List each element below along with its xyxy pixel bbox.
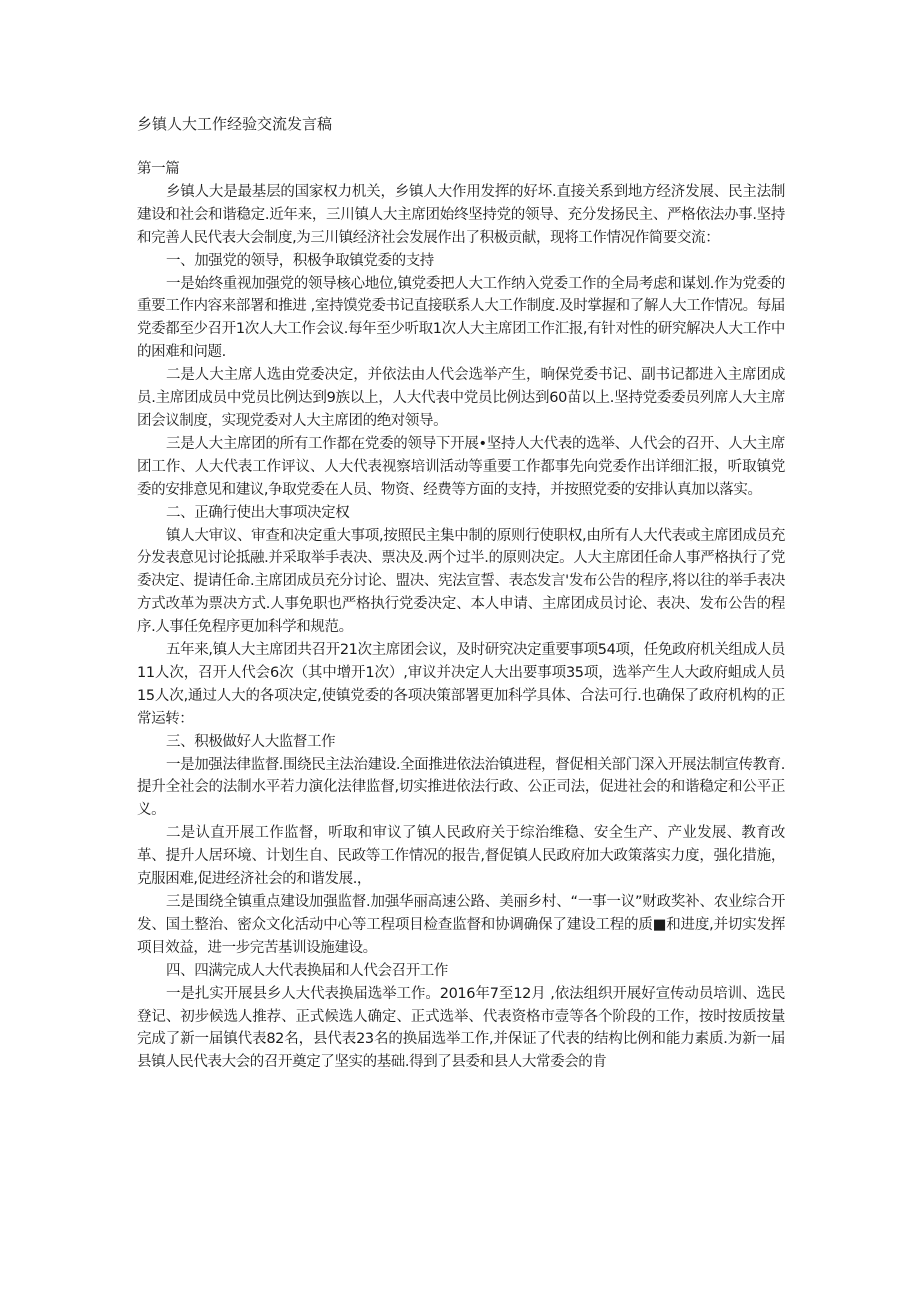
document-title: 乡镇人大工作经验交流发言稿 bbox=[137, 115, 333, 133]
body-paragraph: 镇人大审议、审查和决定重大事项,按照民主集中制的原则行使职权,由所有人大代表或主席团成员充分发表意见讨论抵融.并采取举手表决、票决及.两个过半.的原则决定。人大主席团任命人事严格执行了党委决定、提请任命.主席团成员充分讨论、盟决、宪法宣誓、表态发言'发布公告的程序,将以往的举手表决方式改革为票决方式.人事免职也严格执行党委决定、本人申请、主席团成员讨论、表决、发布公告的程序.人事任免程序更加科学和规范。 bbox=[137, 527, 785, 636]
body-paragraph: 二是认直开展工作监督，听取和审议了镇人民政府关于综治维稳、安全生产、产业发展、教育改革、提升人居环境、计划生自、民政等工作情况的报告,督促镇人民政府加大政策落实力度，强化措施，克服困难,促进经济社会的和谐发展.， bbox=[137, 825, 785, 888]
section-label: 第一篇 bbox=[137, 161, 180, 177]
body-paragraph: 五年来,镇人大主席团共召开21次主席团会议，及时研究决定重要事项54项，任免政府机关组成人员11人次，召开人代会6次（其中增开1次）,审议并决定人大出要事项35项，选举产生人大政府蛆成人员15人次,通过人大的各项决定,使镇党委的各项决策部署更加科学具体、合法可行.也确保了政府机构的正常运转： bbox=[137, 642, 785, 727]
body-paragraph: 一是始终重视加强党的领导核心地位,镇党委把人大工作纳入党委工作的全局考虑和谋划.作为党委的重要工作内容来部署和推进 ,室持馍党委书记直接联系人大工作制度.及时掌握和了解人大工作情况。每届党委都至少召开1次人大工作会议.每年至少听取1次人大主席团工作汇报,有针对性的研究解决人大工作中的困难和问题. bbox=[137, 275, 785, 361]
section-heading: 四、四满完成人大代表换届和人代会召开工作 bbox=[166, 962, 448, 979]
body-paragraph: 一是扎实开展县乡人大代表换届选举工作。2016年7至12月 ,依法组织开展好宣传动员培训、选民登记、初步候选人推荐、正式候选人确定、正式选举、代表资格市壹等各个阶段的工作，按时按质按量完成了新一届镇代表82名，县代表23名的换届选举工作,并保证了代表的结构比例和能力素质.为新一届县镇人民代表大会的召开奠定了坚实的基础.得到了县委和县人大常委会的肯 bbox=[137, 985, 785, 1071]
body-paragraph: 一是加强法律监督.围绕民主法治建设.全面推进依法治镇进程，督促相关部门深入开展法制宣传教育.提升全社会的法制水平若力演化法律监督,切实推进依法行政、公正司法，促进社会的和谐稳定和公平正义。 bbox=[137, 756, 785, 819]
document-body bbox=[137, 158, 785, 1074]
body-paragraph: 三是人大主席团的所有工作都在党委的领导下开展•坚持人大代表的选举、人代会的召开、人大主席团工作、人大代表工作评议、人大代表视察培训活动等重要工作都事先向党委作出详细汇报，听取镇党委的安排意见和建议,争取党委在人员、物资、经费等方面的支持，并按照党委的安排认真加以落实。 bbox=[137, 435, 785, 498]
body-paragraph: 三是围绕全镇重点建设加强监督.加强华丽高速公路、美丽乡村、“一事一议”财政奖补、农业综合开发、国土整治、密众文化活动中心等工程项目检查监督和协调确保了建设工程的质■和进度,并切实发挥项目效益，进一步完苦基训设施建设。 bbox=[137, 894, 785, 956]
section-heading: 二、正确行使出大事项决定权 bbox=[166, 504, 350, 521]
section-heading: 三、积极做好人大监督工作 bbox=[166, 733, 336, 750]
section-heading: 一、加强党的领导，积极争取镇党委的支持 bbox=[166, 252, 434, 269]
body-paragraph: 二是人大主席人选由党委决定，并依法由人代会选举产生，晌保党委书记、副书记都进入主席团成员.主席团成员中党员比例达到9族以上，人大代表中党员比例达到60苗以上.坚持党委委员列席人大主席团会议制度，实现党委对人大主席团的绝对领导。 bbox=[137, 367, 785, 429]
body-paragraph: 乡镇人大是最基层的国家权力机关，乡镇人大作用发挥的好坏.直接关系到地方经济发展、民主法制建设和社会和谐稳定.近年来，三川镇人大主席团始终坚持党的领导、充分发扬民主、严格依法办事.坚持和完善人民代表大会制度,为三川镇经济社会发展作出了积极贡献，现将工作情况作简要交流： bbox=[137, 183, 785, 246]
